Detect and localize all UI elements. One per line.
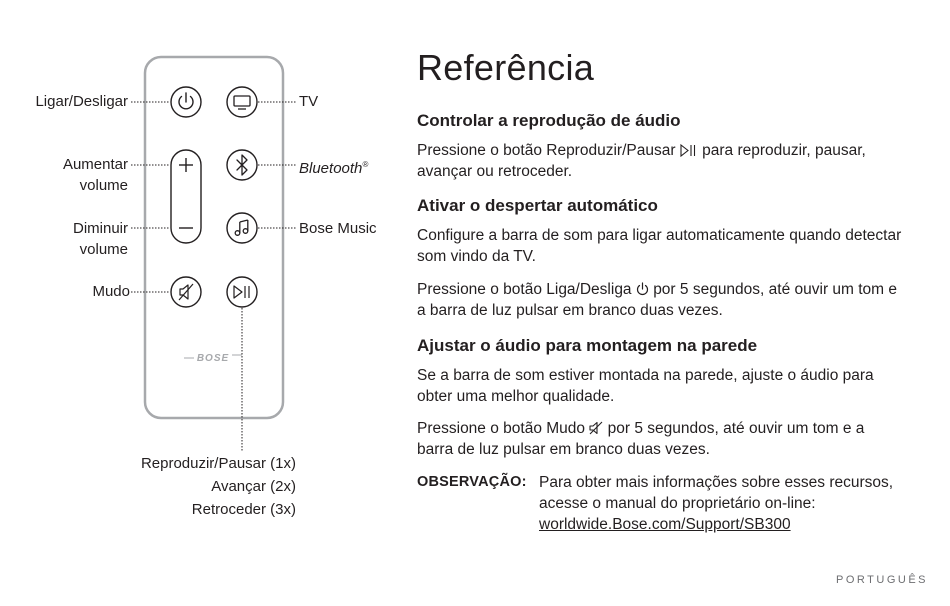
label-mute: Mudo <box>92 283 130 300</box>
bose-music-button-diagram <box>227 213 257 243</box>
music-note-icon <box>235 220 248 235</box>
label-volume-up-line2: volume <box>79 177 128 194</box>
remote-diagram <box>0 0 400 606</box>
tv-icon <box>234 96 250 109</box>
heading-auto-wake: Ativar o despertar automático <box>417 196 658 215</box>
paragraph-auto-wake-1: Configure a barra de som para ligar automaticamente quando detectar som vindo da TV. <box>417 227 902 265</box>
label-volume-down-line2: volume <box>79 241 128 258</box>
note-text <box>539 472 899 535</box>
play-pause-button-diagram <box>227 277 257 307</box>
label-power: Ligar/Desligar <box>35 93 128 110</box>
text-before-power-icon: Pressione o botão Liga/Desliga <box>417 281 632 298</box>
label-tv: TV <box>299 93 319 110</box>
label-volume-up <box>20 154 128 196</box>
paragraph-wall-mount-1: Se a barra de som estiver montada na parede, ajuste o áudio para obter uma melhor qualidade. <box>417 367 874 405</box>
label-volume-down <box>20 218 128 260</box>
bluetooth-button-diagram <box>227 150 257 180</box>
bluetooth-icon <box>237 155 247 175</box>
power-icon <box>179 93 193 109</box>
label-play-pause <box>96 452 296 521</box>
tv-button-diagram <box>227 87 257 117</box>
play-pause-icon <box>680 144 698 157</box>
label-bluetooth-text: Bluetooth <box>299 160 363 177</box>
paragraph-audio-playback <box>417 140 902 182</box>
label-bose-music: Bose Music <box>299 220 377 237</box>
power-icon <box>636 282 649 296</box>
text-after-mute-icon: por 5 segundos, até ouvir um tom e a barra de luz pulsar em branco duas vezes. <box>417 420 865 458</box>
note-body: Para obter mais informações sobre esses recursos, acesse o manual do proprietário on-line: <box>539 474 894 512</box>
label-bluetooth <box>299 154 368 179</box>
label-play-3: Retroceder (3x) <box>191 501 296 518</box>
registered-mark: ® <box>362 160 369 169</box>
label-volume-up-line1: Aumentar <box>62 156 128 173</box>
support-link[interactable]: worldwide.Bose.com/Support/SB300 <box>539 516 791 533</box>
mute-button-diagram <box>171 277 201 307</box>
label-volume-down-line1: Diminuir <box>72 220 128 237</box>
volume-rocker-diagram <box>171 150 201 243</box>
label-play-2: Avançar (2x) <box>211 478 296 495</box>
language-footer: PORTUGUÊS <box>836 574 928 586</box>
play-pause-icon <box>234 286 249 298</box>
heading-audio-playback: Controlar a reprodução de áudio <box>417 111 681 130</box>
page-title: Referência <box>417 47 595 88</box>
note-label: OBSERVAÇÃO: <box>417 474 527 490</box>
label-play-1: Reproduzir/Pausar (1x) <box>140 455 296 472</box>
bose-logo: BOSE <box>196 353 230 364</box>
text-after-play-icon: para reproduzir, pausar, avançar ou retroceder. <box>417 142 866 180</box>
text-after-power-icon: por 5 segundos, até ouvir um tom e a barra de luz pulsar em branco duas vezes. <box>417 281 898 319</box>
power-button-diagram <box>171 87 201 117</box>
paragraph-wall-mount-2 <box>417 418 902 460</box>
heading-wall-mount: Ajustar o áudio para montagem na parede <box>417 336 758 355</box>
text-before-play-icon: Pressione o botão Reproduzir/Pausar <box>417 142 676 159</box>
mute-icon <box>589 421 603 435</box>
paragraph-auto-wake-2 <box>417 279 902 321</box>
plus-icon <box>179 158 193 172</box>
text-before-mute-icon: Pressione o botão Mudo <box>417 420 586 437</box>
mute-icon <box>179 284 193 300</box>
